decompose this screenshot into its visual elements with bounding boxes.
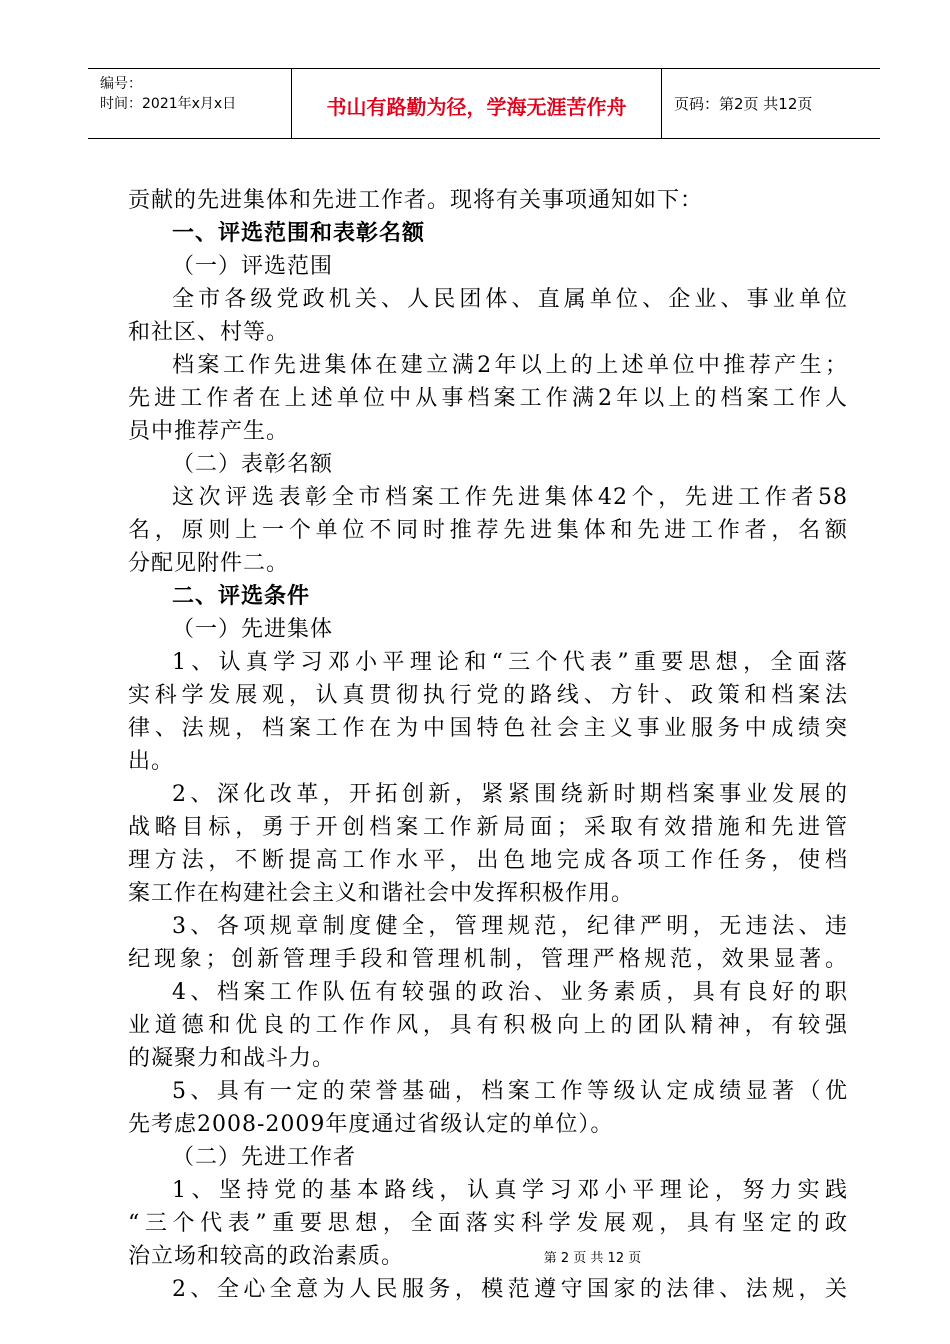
body-text-line: 员中推荐产生。	[128, 419, 290, 444]
section-heading: 二、评选条件	[172, 584, 311, 609]
body-text-line: 律、法规，档案工作在为中国特色社会主义事业服务中成绩突	[128, 716, 848, 741]
body-text-line: 先考虑2008-2009年度通过省级认定的单位）。	[128, 1112, 614, 1137]
document-number-label: 编号：	[100, 76, 142, 92]
body-text-line: 1、认真学习邓小平理论和“三个代表”重要思想，全面落	[172, 650, 848, 675]
body-text-line: “三个代表”重要思想，全面落实科学发展观，具有坚定的政	[128, 1211, 848, 1236]
header-motto-cell	[292, 69, 662, 138]
section-heading: 一、评选范围和表彰名额	[172, 221, 426, 246]
body-text-line: 和社区、村等。	[128, 320, 290, 345]
body-text-line: 档案工作先进集体在建立满2年以上的上述单位中推荐产生；	[172, 353, 848, 378]
header-page-number: 页码：第2页 共12页	[674, 95, 813, 113]
body-text-line: 2、全心全意为人民服务，模范遵守国家的法律、法规，关	[172, 1277, 848, 1302]
page-header	[88, 68, 880, 139]
page-footer: 第 2 页 共 12 页	[543, 1251, 642, 1266]
body-text-line: 3、各项规章制度健全，管理规范，纪律严明，无违法、违	[172, 914, 848, 939]
body-text-line: 纪现象；创新管理手段和管理机制，管理严格规范，效果显著。	[128, 947, 848, 972]
body-text-line: 5、具有一定的荣誉基础，档案工作等级认定成绩显著（优	[172, 1079, 848, 1104]
header-page-cell	[662, 69, 880, 138]
header-meta-cell	[88, 69, 292, 138]
body-text-line: （二）先进工作者	[172, 1145, 357, 1170]
document-date-label: 时间：2021年x月x日	[100, 96, 237, 112]
body-text-line: 分配见附件二。	[128, 551, 290, 576]
body-text-line: （一）先进集体	[172, 617, 334, 642]
body-text-line: 这次评选表彰全市档案工作先进集体42个，先进工作者58	[172, 485, 848, 510]
body-text-line: 业道德和优良的工作作风，具有积极向上的团队精神，有较强	[128, 1013, 848, 1038]
header-motto: 书山有路勤为径，学海无涯苦作舟	[326, 95, 627, 119]
body-text-line: 出。	[128, 749, 175, 774]
body-text-line: 的凝聚力和战斗力。	[128, 1046, 336, 1071]
body-text-line: 治立场和较高的政治素质。	[128, 1244, 405, 1269]
body-text-line: 2、深化改革，开拓创新，紧紧围绕新时期档案事业发展的	[172, 782, 848, 807]
body-text-line: 贡献的先进集体和先进工作者。现将有关事项通知如下：	[128, 188, 704, 213]
body-text-line: 理方法，不断提高工作水平，出色地完成各项工作任务，使档	[128, 848, 848, 873]
body-text-line: 案工作在构建社会主义和谐社会中发挥积极作用。	[128, 881, 635, 906]
body-text-line: 1、坚持党的基本路线，认真学习邓小平理论，努力实践	[172, 1178, 848, 1203]
body-text-line: 全市各级党政机关、人民团体、直属单位、企业、事业单位	[172, 287, 848, 312]
body-text-line: 4、档案工作队伍有较强的政治、业务素质，具有良好的职	[172, 980, 848, 1005]
body-text-line: 实科学发展观，认真贯彻执行党的路线、方针、政策和档案法	[128, 683, 848, 708]
body-text-line: （二）表彰名额	[172, 452, 334, 477]
body-text-line: 先进工作者在上述单位中从事档案工作满2年以上的档案工作人	[128, 386, 848, 411]
body-text-line: 名，原则上一个单位不同时推荐先进集体和先进工作者，名额	[128, 518, 848, 543]
document-body	[128, 184, 848, 1306]
body-text-line: （一）评选范围	[172, 254, 334, 279]
body-text-line: 战略目标，勇于开创档案工作新局面；采取有效措施和先进管	[128, 815, 848, 840]
